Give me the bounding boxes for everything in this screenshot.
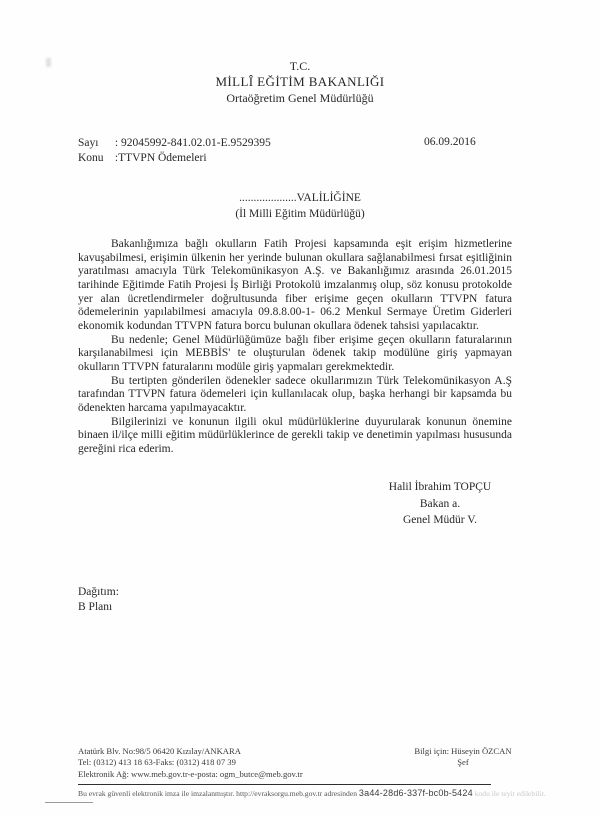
distribution-label: Dağıtım: xyxy=(78,586,119,598)
signer-title-1: Bakan a. xyxy=(419,497,461,510)
reference-number-row xyxy=(78,136,271,151)
sayi-value: : 92045992-841.02.01-E.9529395 xyxy=(114,137,271,149)
signer-title-2: Genel Müdür V. xyxy=(402,514,477,526)
footer-web-email: Elektronik Ağ: www.meb.gov.tr-e-posta: ogm_butce@meb.gov.tr xyxy=(78,768,303,779)
paragraph-3: Bu tertipten gönderilen ödenekler sadece okullarımızın Türk Telekomünikasyon A.Ş tarafından TTVPN fatura ödemeleri için kullanılacak olup, başka herhangi bir kapsamda bu ödenekten harcama yapılmayacaktır. xyxy=(78,374,512,414)
reference-block xyxy=(78,136,271,166)
distribution-block xyxy=(78,585,119,615)
addressee-block xyxy=(0,190,600,222)
addressee-subtitle: (İl Milli Eğitim Müdürlüğü) xyxy=(235,208,365,220)
letter-body xyxy=(78,238,512,457)
footer-contact-right xyxy=(388,746,538,769)
signature-block xyxy=(340,479,540,529)
verification-line xyxy=(78,788,598,798)
footer-contact-left xyxy=(78,746,303,780)
subject-row xyxy=(78,151,271,166)
paragraph-4: Bilgilerinizi ve konunun ilgili okul müdürlüklerine duyurularak konunun önemine binaen il/ilçe milli eğitim müdürlüklerince de gerekli takip ve denetimin yapılması hususunda gereğini rica ederim. xyxy=(78,415,512,455)
footer-address: Atatürk Blv. No:98/5 06420 Kızılay/ANKARA xyxy=(78,746,241,756)
sayi-label: Sayı xyxy=(78,137,99,149)
paragraph-2: Bu nedenle; Genel Müdürlüğümüze bağlı fiber erişime geçen okulların faturalarının karşılanabilmesi için MEBBİS' te oluşturulan ödenek takip modülüne giriş yapmayan okulların TTVPN faturalarını modüle giriş yapmaları gerekmektedir. xyxy=(78,333,512,373)
verification-suffix: kodu ile teyit edilebilir. xyxy=(474,789,546,798)
konu-label: Konu xyxy=(78,152,104,164)
addressee-title: ....................VALİLİĞİNE xyxy=(239,192,361,204)
letterhead-directorate: Ortaöğretim Genel Müdürlüğü xyxy=(226,91,374,105)
letterhead xyxy=(0,58,600,106)
distribution-value: B Planı xyxy=(78,601,113,613)
letterhead-ministry: MİLLÎ EĞİTİM BAKANLIĞI xyxy=(215,74,385,89)
konu-value: :TTVPN Ödemeleri xyxy=(114,152,207,164)
footer-contact-person: Bilgi için: Hüseyin ÖZCAN xyxy=(414,746,512,756)
footer-divider xyxy=(78,784,491,785)
verification-code: 3a44-28d6-337f-bc0b-5424 xyxy=(358,788,473,798)
bottom-left-mark xyxy=(45,802,93,803)
footer-tel-fax: Tel: (0312) 413 18 63-Faks: (0312) 418 07 39 xyxy=(78,757,236,768)
document-date: 06.09.2016 xyxy=(424,136,476,148)
letterhead-state: T.C. xyxy=(289,59,311,73)
footer-contact-title: Şef xyxy=(457,757,469,768)
paragraph-1: Bakanlığımıza bağlı okulların Fatih Projesi kapsamında eşit erişim hizmetlerine kavuşabilmesi, erişimin ülkenin her yerinde bulunan okullara sağlanabilmesi fırsat eşitliğinin yaratılması amacıyla Türk Telekomünikasyon A.Ş. ve Bakanlığımız arasında 26.01.2015 tarihinde Eğitimde Fatih Projesi İş Birliği Protokolü imzalanmış olup, söz konusu protokolde yer alan ücretlendirmeler doğrultusunda fiber erişime geçen okulların TTVPN fatura ödemelerinin yapılabilmesi amacıyla 09.8.8.00-1- 06.2 Menkul Sermaye Üretim Giderleri ekonomik kodundan TTVPN fatura borcu bulunan okullara ödenek tahsisi yapılacaktır. xyxy=(78,238,512,332)
verification-text: Bu evrak güvenli elektronik imza ile imzalanmıştır. http://evraksorgu.meb.gov.tr adresinden xyxy=(78,789,357,798)
signer-name: Halil İbrahim TOPÇU xyxy=(388,481,492,493)
